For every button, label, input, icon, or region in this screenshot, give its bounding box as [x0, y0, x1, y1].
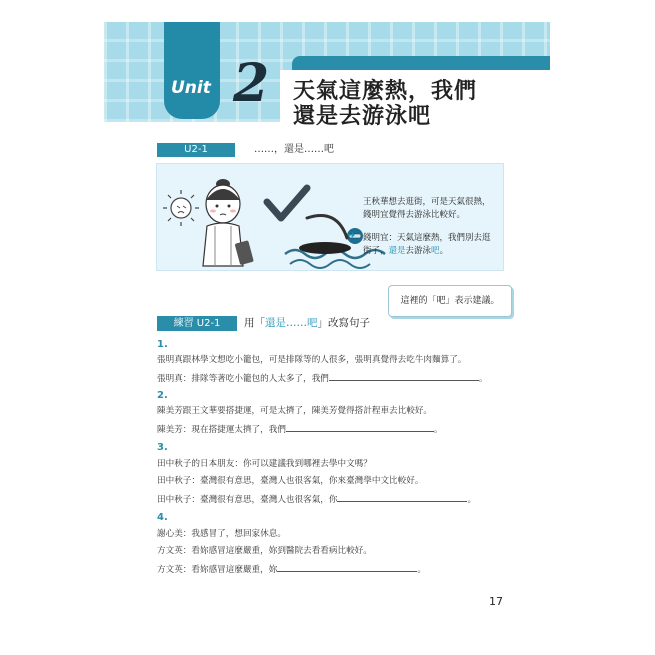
unit-number: 2: [233, 53, 270, 114]
dialogue-highlight-2: 吧: [431, 246, 440, 256]
lesson-title: [293, 79, 477, 129]
item-2-answer-blank[interactable]: [286, 422, 434, 432]
item-3-line-3: 田中秋子：臺灣很有意思，臺灣人也很客氣，你: [157, 495, 338, 505]
arrow-icon: ➜: [347, 230, 356, 241]
item-3-answer-blank[interactable]: [337, 492, 467, 502]
dialogue-speech-part: 錢明宜：天氣這麼熱，我們別去逛街了，: [363, 233, 491, 256]
lesson-title-line2: 還是去游泳吧: [293, 103, 432, 129]
girl-illustration: [203, 179, 254, 266]
instruction-pre: 用「: [244, 317, 265, 329]
practice-instruction: [244, 316, 370, 331]
item-4-end: 。: [417, 565, 426, 575]
item-3-number: 3.: [157, 442, 168, 453]
dialogue-speech: [363, 232, 493, 258]
item-3-end: 。: [467, 495, 477, 505]
item-1-line-2: 張明真：排隊等著吃小籠包的人太多了，我們: [157, 374, 329, 384]
dialogue-highlight: 還是: [388, 246, 406, 256]
item-4-answer-blank[interactable]: [277, 562, 417, 572]
lesson-title-line1: 天氣這麼熱，我們: [293, 78, 478, 104]
dialogue-speech-end: 。: [439, 246, 449, 256]
item-3-line-1: 田中秋子的日本朋友：你可以建議我到哪裡去學中文嗎？: [157, 459, 372, 469]
item-4-prompt: [157, 562, 426, 576]
unit-tab: [164, 22, 220, 119]
item-1-answer-blank[interactable]: [329, 371, 479, 381]
item-2-number: 2.: [157, 390, 168, 401]
item-1-number: 1.: [157, 339, 168, 350]
item-3-prompt: [157, 492, 476, 506]
item-4-line-1: 謝心美：我感冒了，想回家休息。: [157, 529, 286, 539]
item-4-line-3: 方文英：看妳感冒這麼嚴重，妳: [157, 565, 278, 575]
dialogue-context: 王秋華想去逛街，可是天氣很熱，錢明宜覺得去游泳比較好。: [363, 197, 491, 220]
sun-icon: [163, 190, 199, 226]
instruction-highlight: 還是……吧: [265, 317, 318, 329]
item-1-end: 。: [478, 374, 488, 384]
item-4-line-2: 方文英：看妳感冒這麼嚴重，妳到醫院去看看病比較好。: [157, 546, 372, 556]
item-2-prompt: [157, 422, 443, 436]
item-2-line-2: 陳美芳：現在搭捷運太擠了，我們: [157, 425, 286, 435]
dialogue-speech-mid: 去游泳: [405, 246, 432, 256]
item-3-line-2: 田中秋子：臺灣很有意思，臺灣人也很客氣，你來臺灣學中文比較好。: [157, 476, 424, 486]
unit-label: Unit: [171, 78, 211, 98]
grammar-note: 這裡的「吧」表示建議。: [388, 285, 512, 317]
item-1-prompt: [157, 371, 488, 385]
item-1-line-1: 張明真跟林學文想吃小籠包，可是排隊等的人很多，張明真覺得去吃牛肉麵算了。: [157, 355, 467, 365]
item-4-number: 4.: [157, 512, 168, 523]
header-strip: [292, 56, 550, 70]
item-2-line-1: 陳美芳跟王文華要搭捷運，可是太擠了，陳美芳覺得搭計程車去比較好。: [157, 406, 433, 416]
grammar-pattern: ……，還是……吧: [254, 144, 334, 155]
item-2-end: 。: [433, 425, 443, 435]
practice-label: 練習 U2-1: [157, 316, 237, 331]
page-number: 17: [489, 595, 503, 608]
checkmark-icon: [267, 188, 307, 218]
section-label: U2-1: [157, 143, 235, 157]
instruction-post: 」改寫句子: [317, 317, 370, 329]
